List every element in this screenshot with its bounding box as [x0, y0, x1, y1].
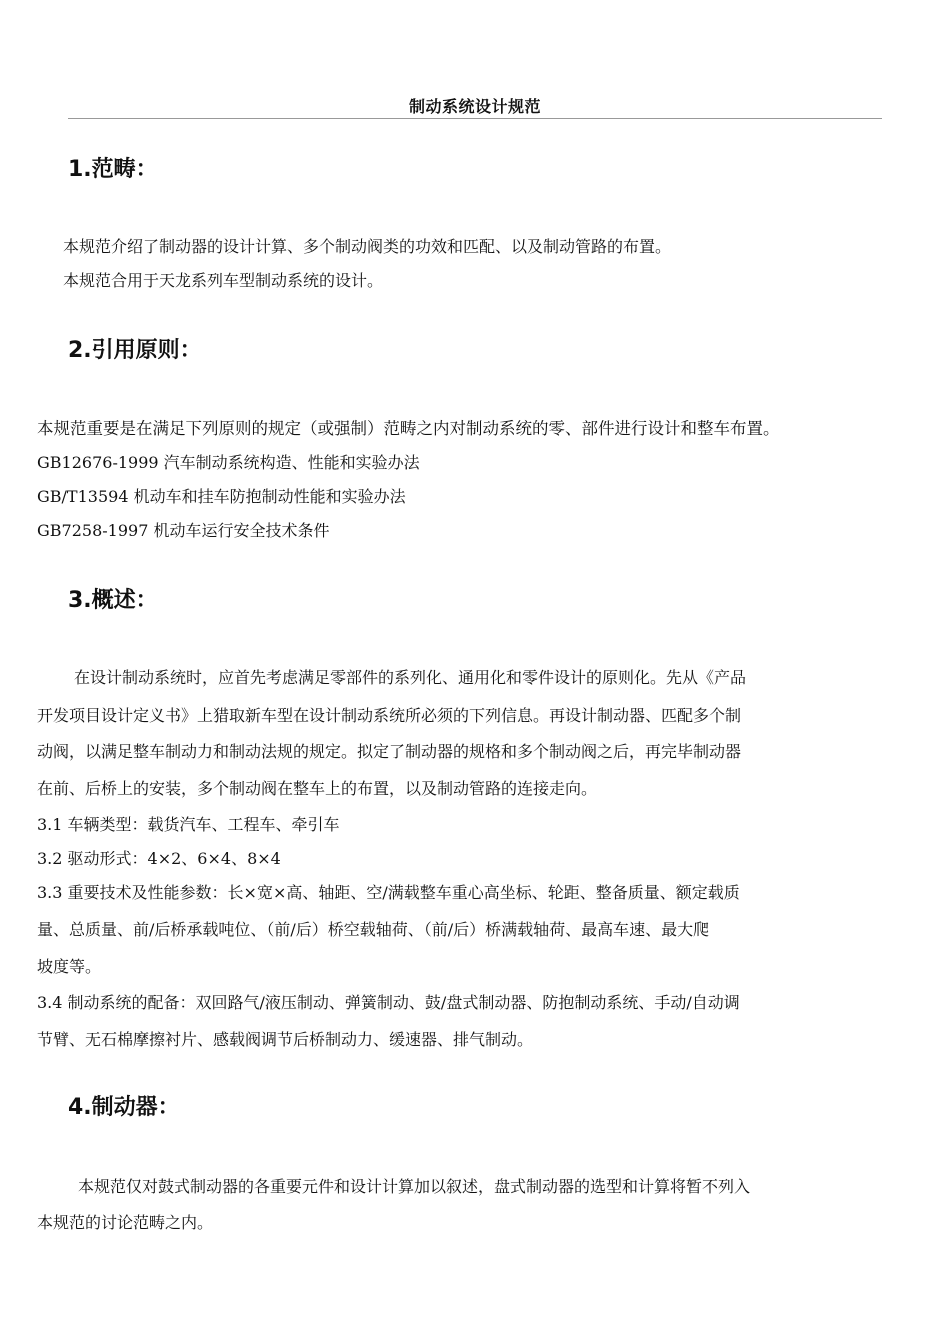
section-1-line-1: 本规范介绍了制动器的设计计算、多个制动阀类的功效和匹配、以及制动管路的布置。	[63, 237, 672, 256]
section-3-line-3: 动阀，以满足整车制动力和制动法规的规定。拟定了制动器的规格和多个制动阀之后，再完毕制动器	[37, 742, 742, 761]
section-3-heading: 3.概述：	[68, 588, 158, 613]
section-2-line-4: GB7258-1997 机动车运行安全技术条件	[37, 521, 330, 540]
section-3-line-5: 3.1 车辆类型：载货汽车、工程车、牵引车	[37, 815, 340, 834]
page-header	[68, 88, 882, 119]
section-2-line-1: 本规范重要是在满足下列原则的规定（或强制）范畴之内对制动系统的零、部件进行设计和整车布置。	[37, 419, 780, 438]
section-2-heading: 2.引用原则：	[68, 338, 202, 363]
section-3-line-9: 坡度等。	[37, 957, 102, 976]
section-3-line-6: 3.2 驱动形式：4×2、6×4、8×4	[37, 849, 281, 868]
section-4-line-1: 本规范仅对鼓式制动器的各重要元件和设计计算加以叙述，盘式制动器的选型和计算将暂不列入	[78, 1177, 751, 1196]
section-1-line-2: 本规范合用于天龙系列车型制动系统的设计。	[63, 271, 384, 290]
section-3-line-4: 在前、后桥上的安装，多个制动阀在整车上的布置，以及制动管路的连接走向。	[37, 779, 598, 798]
section-4-heading: 4.制动器：	[68, 1095, 180, 1120]
document-title: 制动系统设计规范	[408, 97, 541, 116]
section-2-line-2: GB12676-1999 汽车制动系统构造、性能和实验办法	[37, 453, 420, 472]
section-4-line-2: 本规范的讨论范畴之内。	[37, 1213, 214, 1232]
section-3-line-11: 节臂、无石棉摩擦衬片、感载阀调节后桥制动力、缓速器、排气制动。	[37, 1030, 534, 1049]
section-3-line-2: 开发项目设计定义书》上猎取新车型在设计制动系统所必须的下列信息。再设计制动器、匹配多个制	[37, 706, 742, 725]
section-2-line-3: GB/T13594 机动车和挂车防抱制动性能和实验办法	[37, 487, 406, 506]
section-3-line-8: 量、总质量、前/后桥承载吨位、（前/后）桥空载轴荷、（前/后）桥满载轴荷、最高车速、最大爬	[37, 920, 710, 939]
section-1-heading: 1.范畴：	[68, 157, 158, 182]
section-3-line-7: 3.3 重要技术及性能参数：长×宽×高、轴距、空/满载整车重心高坐标、轮距、整备质量、额定载质	[37, 883, 740, 902]
section-3-line-1: 在设计制动系统时，应首先考虑满足零部件的系列化、通用化和零件设计的原则化。先从《产品	[74, 668, 747, 687]
section-3-line-10: 3.4 制动系统的配备：双回路气/液压制动、弹簧制动、鼓/盘式制动器、防抱制动系统、手动/自动调	[37, 993, 740, 1012]
